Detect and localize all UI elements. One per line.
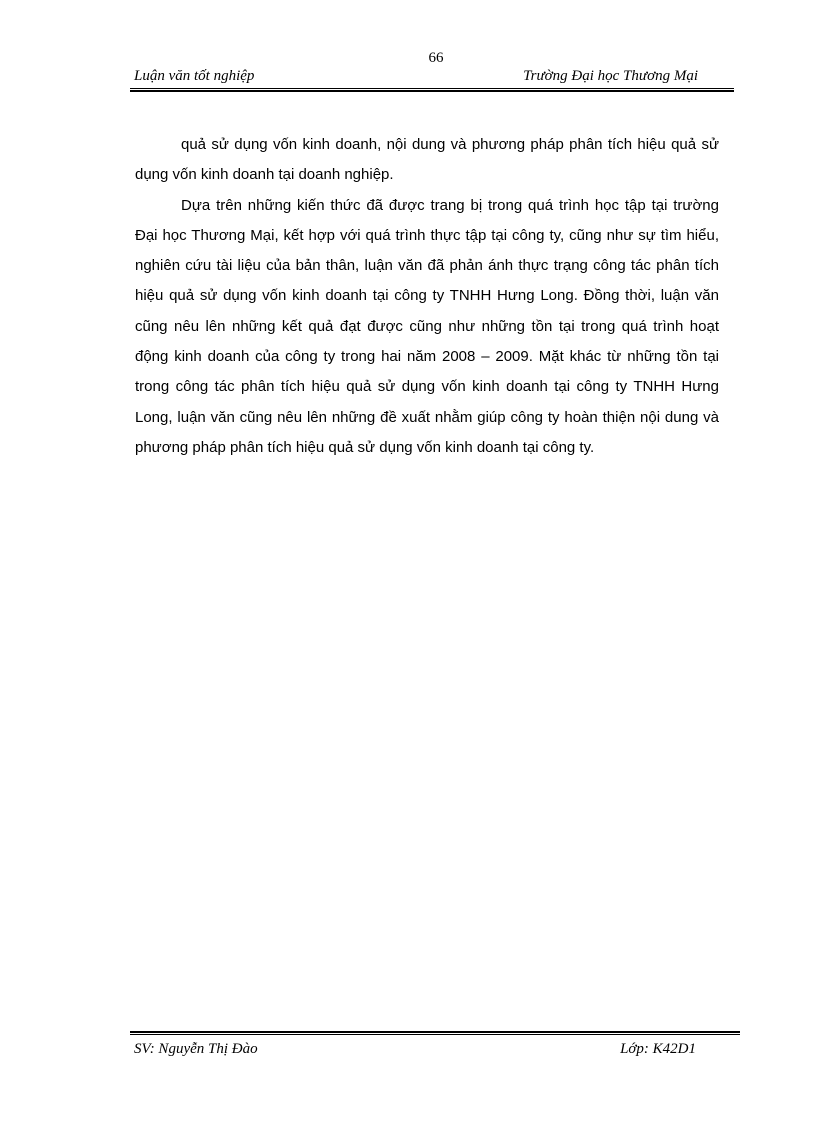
page-header <box>130 68 734 88</box>
header-university-label: Trường Đại học Thương Mại <box>523 68 698 84</box>
header-divider <box>130 88 734 92</box>
page-footer <box>130 1041 734 1061</box>
paragraph: Dựa trên những kiến thức đã được trang bị trong quá trình học tập tại trường Đại học Thương Mại, kết hợp với quá trình thực tập tại công ty, cũng như sự tìm hiểu, nghiên cứu tài liệu của bản thân, luận văn đã phản ánh thực trạng công tác phân tích hiệu quả sử dụng vốn kinh doanh tại công ty TNHH Hưng Long. Đồng thời, luận văn cũng nêu lên những kết quả đạt được cũng như những tồn tại trong quá trình hoạt động kinh doanh của công ty trong hai năm 2008 – 2009. Mặt khác từ những tồn tại trong công tác phân tích hiệu quả sử dụng vốn kinh doanh tại công ty TNHH Hưng Long, luận văn cũng nêu lên những đề xuất nhằm giúp công ty hoàn thiện nội dung và phương pháp phân tích hiệu quả sử dụng vốn kinh doanh tại công ty. <box>135 196 719 456</box>
header-thesis-label: Luận văn tốt nghiệp <box>134 68 255 84</box>
paragraph: quả sử dụng vốn kinh doanh, nội dung và phương pháp phân tích hiệu quả sử dụng vốn kinh doanh tại doanh nghiệp. <box>135 136 719 184</box>
footer-divider <box>130 1031 740 1035</box>
page-number: 66 <box>428 50 444 66</box>
footer-student-name: SV: Nguyễn Thị Đào <box>134 1041 258 1057</box>
footer-class-label: Lớp: K42D1 <box>620 1041 696 1057</box>
body-text <box>135 130 719 463</box>
